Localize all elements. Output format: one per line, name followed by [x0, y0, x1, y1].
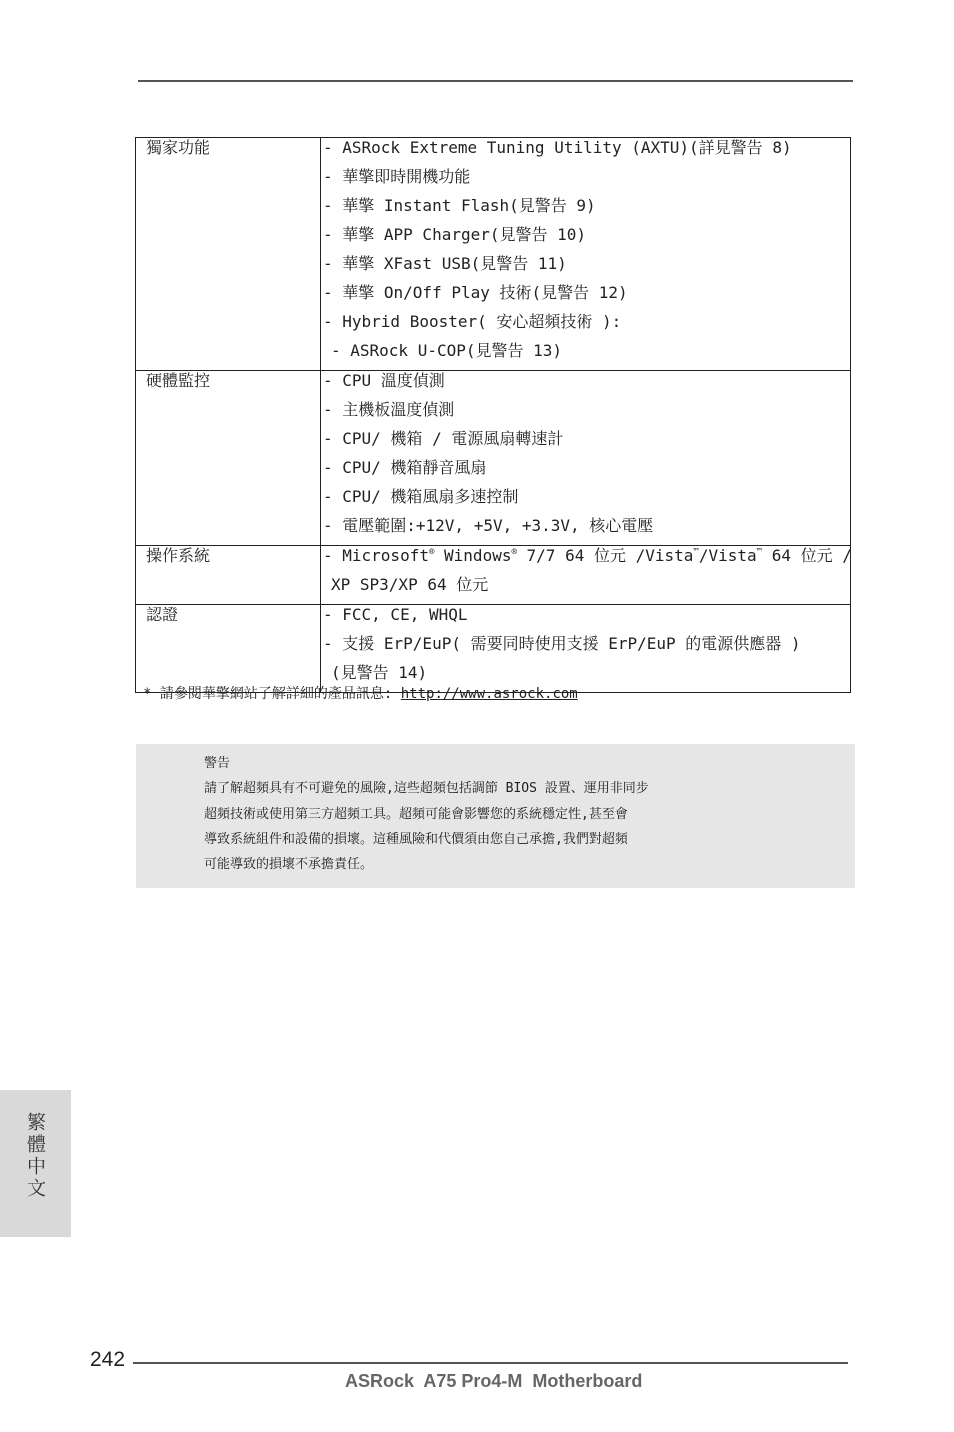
spec-line: (見警告 14): [331, 663, 428, 682]
warning-box: [136, 744, 855, 888]
spec-line: - 華擎即時開機功能: [323, 167, 471, 186]
page-number: 242: [90, 1348, 126, 1371]
spec-line: - 華擎 APP Charger(見警告 10): [323, 225, 587, 244]
table-row: [136, 605, 851, 693]
spec-line: - CPU/ 機箱靜音風扇: [323, 458, 487, 477]
warning-line: 超頻技術或使用第三方超頻工具。超頻可能會影響您的系統穩定性,甚至會: [204, 807, 628, 822]
spec-line: - CPU/ 機箱風扇多速控制: [323, 487, 519, 506]
os-vista-64: 64 位元 /: [771, 546, 852, 565]
row-label: 認證: [146, 605, 179, 624]
trademark-mark: ™: [693, 547, 699, 558]
spec-line: - 主機板溫度偵測: [323, 400, 455, 419]
footnote: [143, 683, 578, 703]
trademark-mark: ™: [756, 547, 763, 558]
spec-line: [323, 546, 850, 575]
registered-mark: ®: [428, 547, 435, 558]
os-windows: Windows: [444, 546, 512, 565]
bottom-divider: [133, 1362, 848, 1364]
language-side-tab: [0, 1090, 71, 1237]
warning-line: 可能導致的損壞不承擔責任。: [204, 857, 374, 872]
spec-line: - ASRock U-COP(見警告 13): [331, 341, 563, 360]
os-microsoft: - Microsoft: [323, 546, 429, 565]
warning-title: 警告: [204, 756, 231, 771]
warning-line: 請了解超頻具有不可避免的風險,這些超頻包括調節 BIOS 設置、運用非同步: [204, 781, 649, 796]
spec-line: - ASRock Extreme Tuning Utility (AXTU)(詳見警告 8): [323, 138, 792, 157]
registered-mark: ®: [511, 547, 517, 558]
table-row: [136, 138, 851, 371]
spec-line: - 華擎 Instant Flash(見警告 9): [323, 196, 596, 215]
spec-line: - 支援 ErP/EuP( 需要同時使用支援 ErP/EuP 的電源供應器 ): [323, 634, 801, 653]
row-label: 獨家功能: [146, 138, 211, 157]
language-label: 繁體中文: [24, 1112, 46, 1200]
os-vista: 7/7 64 位元 /Vista: [526, 546, 694, 565]
asrock-website-link[interactable]: http://www.asrock.com: [400, 686, 578, 702]
spec-line: - CPU/ 機箱 / 電源風扇轉速計: [323, 429, 564, 448]
table-row: [136, 546, 851, 605]
top-divider: [138, 80, 853, 82]
spec-line: - FCC, CE, WHQL: [323, 605, 468, 624]
spec-table: [135, 137, 851, 693]
spec-line: - CPU 溫度偵測: [323, 371, 445, 390]
row-label: 操作系統: [146, 546, 211, 565]
footer-title: ASRock A75 Pro4-M Motherboard: [345, 1371, 643, 1391]
spec-line: - 華擎 XFast USB(見警告 11): [323, 254, 567, 273]
footnote-text: * 請參閱華擎網站了解詳細的產品訊息:: [143, 686, 393, 702]
spec-line: - 電壓範圍:+12V, +5V, +3.3V, 核心電壓: [323, 516, 654, 535]
row-label: 硬體監控: [146, 371, 211, 390]
warning-line: 導致系統組件和設備的損壞。這種風險和代價須由您自己承擔,我們對超頻: [204, 832, 628, 847]
spec-line: - Hybrid Booster( 安心超頻技術 ):: [323, 312, 622, 331]
os-vista-2: /Vista: [698, 546, 757, 565]
spec-line: - 華擎 On/Off Play 技術(見警告 12): [323, 283, 628, 302]
spec-line: XP SP3/XP 64 位元: [331, 575, 489, 594]
table-row: [136, 371, 851, 546]
